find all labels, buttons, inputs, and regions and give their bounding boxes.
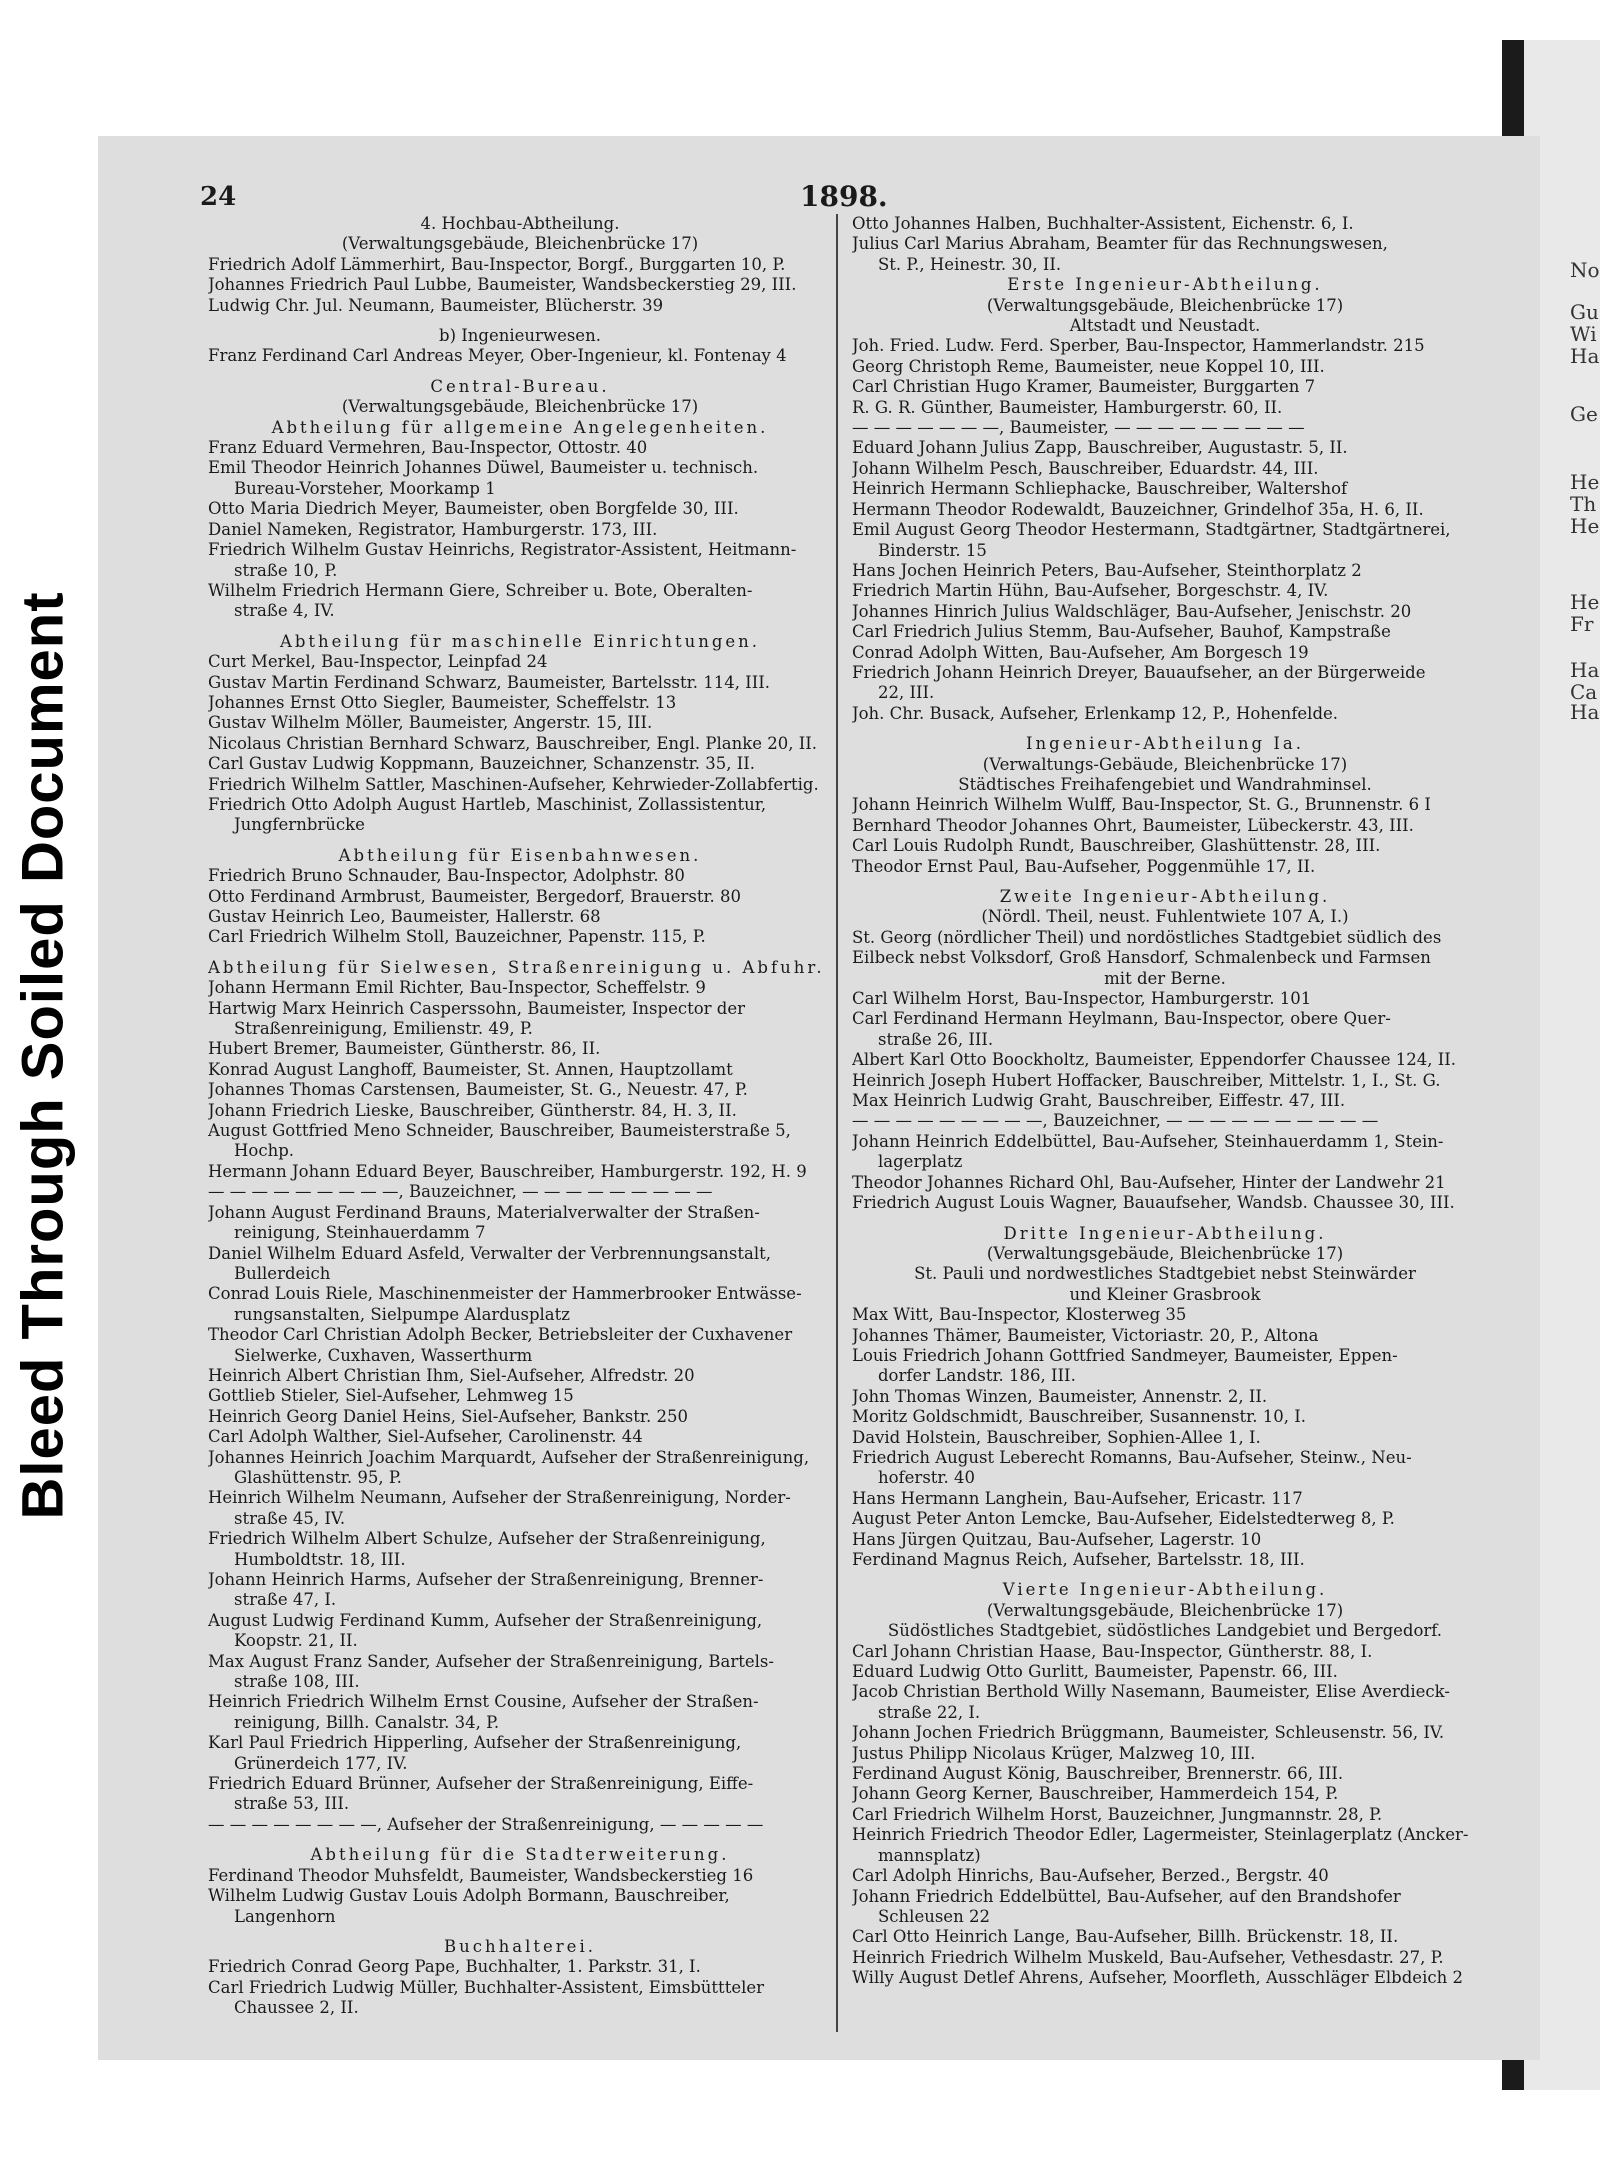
entry-line: Heinrich Friedrich Theodor Edler, Lagermeister, Steinlagerplatz (Ancker- xyxy=(852,1825,1469,1845)
entry-line: Bullerdeich xyxy=(234,1263,331,1283)
entry-line: Theodor Johannes Richard Ohl, Bau-Aufseher, Hinter der Landwehr 21 xyxy=(852,1172,1446,1192)
entry-line: Hans Jochen Heinrich Peters, Bau-Aufseher, Steinthorplatz 2 xyxy=(852,560,1362,580)
section-heading: (Verwaltungsgebäude, Bleichenbrücke 17) xyxy=(986,295,1344,315)
section-heading: Abtheilung für die Stadterweiterung. xyxy=(310,1845,730,1865)
facing-page-fragment: He xyxy=(1570,514,1600,538)
entry-line: Sielwerke, Cuxhaven, Wasserthurm xyxy=(234,1345,533,1365)
entry-line: straße 45, IV. xyxy=(234,1508,346,1528)
entry-line: Julius Carl Marius Abraham, Beamter für das Rechnungswesen, xyxy=(852,234,1388,254)
spacer xyxy=(208,622,832,632)
entry-line: Carl Otto Heinrich Lange, Bau-Aufseher, Billh. Brückenstr. 18, II. xyxy=(852,1927,1399,1947)
entry-line: Friedrich Eduard Brünner, Aufseher der Straßenreinigung, Eiffe- xyxy=(208,1774,754,1794)
entry-line: Abtheilung für Sielwesen, Straßenreinigung u. Abfuhr. xyxy=(208,957,825,977)
entry-line: Heinrich Friedrich Wilhelm Muskeld, Bau-Aufseher, Vethesdastr. 27, P. xyxy=(852,1947,1444,1967)
entry-line: Friedrich Bruno Schnauder, Bau-Inspector, Adolphstr. 80 xyxy=(208,866,685,886)
spacer xyxy=(852,1570,1478,1580)
entry-line: Nicolaus Christian Bernhard Schwarz, Bauschreiber, Engl. Planke 20, II. xyxy=(208,733,817,753)
entry-line: St. P., Heinestr. 30, II. xyxy=(878,254,1062,274)
entry-line: Schleusen 22 xyxy=(878,1906,990,1926)
entry-line: Humboldtstr. 18, III. xyxy=(234,1549,406,1569)
entry-line: straße 26, III. xyxy=(878,1029,994,1049)
entry-line: Johann Friedrich Lieske, Bauschreiber, Güntherstr. 84, H. 3, II. xyxy=(208,1100,737,1120)
entry-line: Carl Ferdinand Hermann Heylmann, Bau-Inspector, obere Quer- xyxy=(852,1009,1391,1029)
entry-line: August Gottfried Meno Schneider, Bauschreiber, Baumeisterstraße 5, xyxy=(208,1121,791,1141)
page-number: 24 xyxy=(200,182,237,212)
entry-line: Otto Maria Diedrich Meyer, Baumeister, oben Borgfelde 30, III. xyxy=(208,499,739,519)
section-heading: (Verwaltungsgebäude, Bleichenbrücke 17) xyxy=(986,1600,1344,1620)
section-heading: und Kleiner Grasbrook xyxy=(1069,1284,1261,1304)
entry-line: Carl Adolph Hinrichs, Bau-Aufseher, Berzed., Bergstr. 40 xyxy=(852,1866,1329,1886)
spacer xyxy=(852,877,1478,887)
entry-line: Wilhelm Friedrich Hermann Giere, Schreiber u. Bote, Oberalten- xyxy=(208,580,753,600)
entry-line: Friedrich Wilhelm Albert Schulze, Aufseher der Straßenreinigung, xyxy=(208,1529,766,1549)
entry-line: Heinrich Albert Christian Ihm, Siel-Aufseher, Alfredstr. 20 xyxy=(208,1365,695,1385)
entry-line: Johannes Ernst Otto Siegler, Baumeister, Scheffelstr. 13 xyxy=(208,692,677,712)
entry-line: Jungfernbrücke xyxy=(234,815,365,835)
entry-line: straße 108, III. xyxy=(234,1672,360,1692)
facing-page-fragment: Ha xyxy=(1570,658,1600,682)
section-heading: Abtheilung für Eisenbahnwesen. xyxy=(338,845,702,865)
entry-line: — — — — — — — — —, Bauzeichner, — — — — — — — — — — xyxy=(852,1111,1379,1131)
entry-line: Heinrich Friedrich Wilhelm Ernst Cousine, Aufseher der Straßen- xyxy=(208,1692,759,1712)
section-heading: Dritte Ingenieur-Abtheilung. xyxy=(1003,1223,1327,1243)
entry-line: Carl Friedrich Wilhelm Horst, Bauzeichner, Jungmannstr. 28, P. xyxy=(852,1804,1383,1824)
entry-line: straße 53, III. xyxy=(234,1794,350,1814)
entry-line: Carl Friedrich Julius Stemm, Bau-Aufseher, Bauhof, Kampstraße xyxy=(852,622,1391,642)
spacer xyxy=(208,836,832,846)
entry-line: Friedrich Martin Hühn, Bau-Aufseher, Borgeschstr. 4, IV. xyxy=(852,581,1329,601)
entry-line: Theodor Ernst Paul, Bau-Aufseher, Poggenmühle 17, II. xyxy=(852,856,1316,876)
entry-line: Heinrich Joseph Hubert Hoffacker, Bauschreiber, Mittelstr. 1, I., St. G. xyxy=(852,1070,1441,1090)
section-heading: (Verwaltungsgebäude, Bleichenbrücke 17) xyxy=(986,1243,1344,1263)
entry-line: Carl Christian Hugo Kramer, Baumeister, Burggarten 7 xyxy=(852,377,1316,397)
entry-line: Carl Louis Rudolph Rundt, Bauschreiber, Glashüttenstr. 28, III. xyxy=(852,836,1381,856)
section-heading: b) Ingenieurwesen. xyxy=(439,326,601,346)
entry-line: Eduard Johann Julius Zapp, Bauschreiber, Augustastr. 5, II. xyxy=(852,438,1348,458)
entry-line: Carl Wilhelm Horst, Bau-Inspector, Hamburgerstr. 101 xyxy=(852,989,1312,1009)
entry-line: Johann Hermann Emil Richter, Bau-Inspector, Scheffelstr. 9 xyxy=(208,978,706,998)
entry-line: Curt Merkel, Bau-Inspector, Leinpfad 24 xyxy=(208,652,548,672)
entry-line: Friedrich Johann Heinrich Dreyer, Bauaufseher, an der Bürgerweide xyxy=(852,662,1426,682)
entry-line: dorfer Landstr. 186, III. xyxy=(878,1366,1076,1386)
facing-page-fragment: Gu xyxy=(1570,300,1599,324)
entry-line: Daniel Wilhelm Eduard Asfeld, Verwalter der Verbrennungsanstalt, xyxy=(208,1243,772,1263)
section-heading: Abtheilung für allgemeine Angelegenheiten. xyxy=(271,417,769,437)
spacer xyxy=(852,1214,1478,1224)
section-heading: mit der Berne. xyxy=(1104,968,1226,988)
entry-line: Conrad Louis Riele, Maschinenmeister der Hammerbrooker Entwässe- xyxy=(208,1284,802,1304)
entry-line: Joh. Fried. Ludw. Ferd. Sperber, Bau-Inspector, Hammerlandstr. 215 xyxy=(852,336,1425,356)
entry-line: August Ludwig Ferdinand Kumm, Aufseher der Straßenreinigung, xyxy=(208,1610,763,1630)
entry-line: Friedrich August Louis Wagner, Bauaufseher, Wandsb. Chaussee 30, III. xyxy=(852,1193,1455,1213)
entry-line: rungsanstalten, Sielpumpe Alardusplatz xyxy=(234,1304,570,1324)
entry-line: Daniel Nameken, Registrator, Hamburgerstr. 173, III. xyxy=(208,519,658,539)
facing-page-fragment: Ha xyxy=(1570,700,1600,724)
entry-line: Johannes Hinrich Julius Waldschläger, Bau-Aufseher, Jenischstr. 20 xyxy=(852,601,1412,621)
spacer xyxy=(852,724,1478,734)
side-label xyxy=(8,530,78,1580)
entry-line: Eduard Ludwig Otto Gurlitt, Baumeister, Papenstr. 66, III. xyxy=(852,1662,1338,1682)
entry-line: lagerplatz xyxy=(878,1152,963,1172)
entry-line: Hermann Johann Eduard Beyer, Bauschreiber, Hamburgerstr. 192, H. 9 xyxy=(208,1161,807,1181)
facing-page-fragment: Ge xyxy=(1570,402,1598,426)
left-column xyxy=(208,214,832,2019)
section-heading: St. Pauli und nordwestliches Stadtgebiet nebst Steinwärder xyxy=(914,1264,1416,1284)
section-heading: (Verwaltungsgebäude, Bleichenbrücke 17) xyxy=(341,397,699,417)
entry-line: Louis Friedrich Johann Gottfried Sandmeyer, Baumeister, Eppen- xyxy=(852,1345,1398,1365)
facing-page-fragment: Ca xyxy=(1570,680,1598,704)
side-label-text: Bleed Through Soiled Document xyxy=(10,590,76,1520)
entry-line: Carl Gustav Ludwig Koppmann, Bauzeichner, Schanzenstr. 35, II. xyxy=(208,754,755,774)
page-year: 1898. xyxy=(800,180,888,213)
entry-line: Hochp. xyxy=(234,1141,294,1161)
entry-line: Carl Johann Christian Haase, Bau-Inspector, Güntherstr. 88, I. xyxy=(852,1641,1373,1661)
entry-line: Karl Paul Friedrich Hipperling, Aufseher der Straßenreinigung, xyxy=(208,1733,742,1753)
entry-line: Langenhorn xyxy=(234,1906,336,1926)
entry-line: Franz Eduard Vermehren, Bau-Inspector, Ottostr. 40 xyxy=(208,438,648,458)
entry-line: Koopstr. 21, II. xyxy=(234,1631,358,1651)
entry-line: Gustav Wilhelm Möller, Baumeister, Angerstr. 15, III. xyxy=(208,713,653,733)
entry-line: Carl Friedrich Ludwig Müller, Buchhalter-Assistent, Eimsbüttteler xyxy=(208,1977,765,1997)
entry-line: Franz Ferdinand Carl Andreas Meyer, Ober-Ingenieur, kl. Fontenay 4 xyxy=(208,346,787,366)
entry-line: David Holstein, Bauschreiber, Sophien-Allee 1, I. xyxy=(852,1427,1261,1447)
entry-line: Friedrich August Leberecht Romanns, Bau-Aufseher, Steinw., Neu- xyxy=(852,1447,1412,1467)
facing-page-fragment: Wi xyxy=(1570,322,1597,346)
section-heading: 4. Hochbau-Abtheilung. xyxy=(420,214,620,233)
entry-line: Carl Friedrich Wilhelm Stoll, Bauzeichner, Papenstr. 115, P. xyxy=(208,927,706,947)
entry-line: reinigung, Steinhauerdamm 7 xyxy=(234,1223,486,1243)
entry-line: Johann Georg Kerner, Bauschreiber, Hammerdeich 154, P. xyxy=(852,1784,1339,1804)
entry-line: — — — — — — — — —, Bauzeichner, — — — — — — — — — xyxy=(208,1182,713,1202)
entry-line: Johannes Thomas Carstensen, Baumeister, St. G., Neuestr. 47, P. xyxy=(208,1080,748,1100)
entry-line: Ferdinand Magnus Reich, Aufseher, Bartelsstr. 18, III. xyxy=(852,1550,1305,1569)
entry-line: Glashüttenstr. 95, P. xyxy=(234,1467,402,1487)
entry-line: Justus Philipp Nicolaus Krüger, Malzweg 10, III. xyxy=(852,1743,1256,1763)
facing-page-fragment: He xyxy=(1570,590,1600,614)
entry-line: Johannes Friedrich Paul Lubbe, Baumeister, Wandsbeckerstieg 29, III. xyxy=(208,275,797,295)
entry-line: Carl Adolph Walther, Siel-Aufseher, Carolinenstr. 44 xyxy=(208,1427,643,1447)
entry-line: Grünerdeich 177, IV. xyxy=(234,1753,408,1773)
section-heading: Central-Bureau. xyxy=(430,376,610,396)
section-heading: Zweite Ingenieur-Abtheilung. xyxy=(999,887,1331,906)
facing-page-fragment: Th xyxy=(1570,492,1597,516)
entry-line: Eilbeck nebst Volksdorf, Groß Hansdorf, Schmalenbeck und Farmsen xyxy=(852,948,1431,968)
entry-line: Hans Jürgen Quitzau, Bau-Aufseher, Lagerstr. 10 xyxy=(852,1529,1262,1549)
entry-line: Emil August Georg Theodor Hestermann, Stadtgärtner, Stadtgärtnerei, xyxy=(852,520,1451,540)
facing-page-fragment: Ha xyxy=(1570,344,1600,368)
entry-line: Gustav Martin Ferdinand Schwarz, Baumeister, Bartelsstr. 114, III. xyxy=(208,672,770,692)
entry-line: Wilhelm Ludwig Gustav Louis Adolph Bormann, Bauschreiber, xyxy=(208,1886,730,1906)
entry-line: Johann Wilhelm Pesch, Bauschreiber, Eduardstr. 44, III. xyxy=(852,458,1319,478)
section-heading: Buchhalterei. xyxy=(444,1936,596,1956)
entry-line: Bernhard Theodor Johannes Ohrt, Baumeister, Lübeckerstr. 43, III. xyxy=(852,815,1414,835)
entry-line: Joh. Chr. Busack, Aufseher, Erlenkamp 12, P., Hohenfelde. xyxy=(852,703,1339,723)
entry-line: Johann Heinrich Wilhelm Wulff, Bau-Inspector, St. G., Brunnenstr. 6 I xyxy=(852,795,1431,815)
section-heading: Erste Ingenieur-Abtheilung. xyxy=(1007,275,1323,295)
entry-line: Johannes Thämer, Baumeister, Victoriastr. 20, P., Altona xyxy=(852,1325,1319,1345)
entry-line: Bureau-Vorsteher, Moorkamp 1 xyxy=(234,478,496,498)
section-heading: Städtisches Freihafengebiet und Wandrahminsel. xyxy=(958,774,1372,794)
entry-line: Hans Hermann Langhein, Bau-Aufseher, Ericastr. 117 xyxy=(852,1488,1303,1508)
entry-line: Straßenreinigung, Emilienstr. 49, P. xyxy=(234,1019,533,1039)
entry-line: Theodor Carl Christian Adolph Becker, Betriebsleiter der Cuxhavener xyxy=(208,1325,793,1345)
section-heading: Südöstliches Stadtgebiet, südöstliches Landgebiet und Bergedorf. xyxy=(887,1621,1443,1641)
facing-page-fragment: No xyxy=(1570,258,1600,282)
entry-line: straße 4, IV. xyxy=(234,601,335,621)
right-column xyxy=(852,214,1478,1989)
facing-page-fragment: He xyxy=(1570,470,1600,494)
entry-line: Otto Johannes Halben, Buchhalter-Assistent, Eichenstr. 6, I. xyxy=(852,214,1354,233)
entry-line: Johann Heinrich Eddelbüttel, Bau-Aufseher, Steinhauerdamm 1, Stein- xyxy=(852,1131,1444,1151)
entry-line: Gustav Heinrich Leo, Baumeister, Hallerstr. 68 xyxy=(208,907,601,926)
spacer xyxy=(208,948,832,958)
section-heading: (Verwaltungsgebäude, Bleichenbrücke 17) xyxy=(341,234,699,254)
entry-line: Ludwig Chr. Jul. Neumann, Baumeister, Blücherstr. 39 xyxy=(208,295,664,315)
facing-page-fragment: Fr xyxy=(1570,612,1594,636)
entry-line: Ferdinand August König, Bauschreiber, Brennerstr. 66, III. xyxy=(852,1764,1344,1784)
section-heading: Vierte Ingenieur-Abtheilung. xyxy=(1002,1580,1328,1600)
entry-line: Albert Karl Otto Boockholtz, Baumeister, Eppendorfer Chaussee 124, II. xyxy=(852,1050,1457,1070)
entry-line: mannsplatz) xyxy=(878,1845,981,1865)
entry-line: Friedrich Otto Adolph August Hartleb, Maschinist, Zollassistentur, xyxy=(208,794,767,814)
entry-line: Conrad Adolph Witten, Bau-Aufseher, Am Borgesch 19 xyxy=(852,642,1309,662)
entry-line: John Thomas Winzen, Baumeister, Annenstr. 2, II. xyxy=(852,1386,1268,1406)
entry-line: August Peter Anton Lemcke, Bau-Aufseher, Eidelstedterweg 8, P. xyxy=(852,1509,1395,1529)
entry-line: reinigung, Billh. Canalstr. 34, P. xyxy=(234,1712,500,1732)
section-heading: Ingenieur-Abtheilung Ia. xyxy=(1026,734,1304,754)
entry-line: Heinrich Wilhelm Neumann, Aufseher der Straßenreinigung, Norder- xyxy=(208,1488,791,1508)
entry-line: Moritz Goldschmidt, Bauschreiber, Susannenstr. 10, I. xyxy=(852,1407,1306,1427)
entry-line: Heinrich Georg Daniel Heins, Siel-Aufseher, Bankstr. 250 xyxy=(208,1406,688,1426)
entry-line: Hartwig Marx Heinrich Casperssohn, Baumeister, Inspector der xyxy=(208,998,746,1018)
entry-line: Johann Jochen Friedrich Brüggmann, Baumeister, Schleusenstr. 56, IV. xyxy=(852,1723,1445,1743)
entry-line: Emil Theodor Heinrich Johannes Düwel, Baumeister u. technisch. xyxy=(208,458,759,478)
entry-line: St. Georg (nördlicher Theil) und nordöstliches Stadtgebiet südlich des xyxy=(852,927,1442,947)
entry-line: Max August Franz Sander, Aufseher der Straßenreinigung, Bartels- xyxy=(208,1651,774,1671)
entry-line: Georg Christoph Reme, Baumeister, neue Koppel 10, III. xyxy=(852,356,1325,376)
entry-line: hoferstr. 40 xyxy=(878,1468,975,1488)
spacer xyxy=(208,316,832,326)
spacer xyxy=(208,367,832,377)
entry-line: Konrad August Langhoff, Baumeister, St. Annen, Hauptzollamt xyxy=(208,1059,733,1079)
entry-line: Johann August Ferdinand Brauns, Materialverwalter der Straßen- xyxy=(208,1202,760,1222)
entry-line: straße 22, I. xyxy=(878,1702,981,1722)
spacer xyxy=(208,1927,832,1937)
entry-line: Gottlieb Stieler, Siel-Aufseher, Lehmweg 15 xyxy=(208,1386,574,1406)
entry-line: Max Heinrich Ludwig Graht, Bauschreiber, Eiffestr. 47, III. xyxy=(852,1091,1346,1111)
entry-line: Johann Friedrich Eddelbüttel, Bau-Aufseher, auf den Brandshofer xyxy=(852,1886,1401,1906)
column-divider xyxy=(836,214,838,2032)
entry-line: Ferdinand Theodor Muhsfeldt, Baumeister, Wandsbeckerstieg 16 xyxy=(208,1865,754,1885)
entry-line: Chaussee 2, II. xyxy=(234,1998,359,2018)
entry-line: — — — — — — — —, Aufseher der Straßenreinigung, — — — — — xyxy=(208,1814,764,1834)
section-heading: (Verwaltungs-Gebäude, Bleichenbrücke 17) xyxy=(982,754,1348,774)
entry-line: straße 10, P. xyxy=(234,560,338,580)
entry-line: Heinrich Hermann Schliephacke, Bauschreiber, Waltershof xyxy=(852,479,1348,499)
entry-line: Binderstr. 15 xyxy=(878,540,987,560)
section-heading: Abtheilung für maschinelle Einrichtungen. xyxy=(279,631,761,651)
entry-line: Hubert Bremer, Baumeister, Güntherstr. 86, II. xyxy=(208,1039,601,1059)
entry-line: Max Witt, Bau-Inspector, Klosterweg 35 xyxy=(852,1305,1187,1325)
entry-line: Friedrich Wilhelm Gustav Heinrichs, Registrator-Assistent, Heitmann- xyxy=(208,540,797,560)
section-heading: Altstadt und Neustadt. xyxy=(1069,316,1261,336)
entry-line: Willy August Detlef Ahrens, Aufseher, Moorfleth, Ausschläger Elbdeich 2 xyxy=(852,1968,1463,1988)
entry-line: Otto Ferdinand Armbrust, Baumeister, Bergedorf, Brauerstr. 80 xyxy=(208,886,742,906)
entry-line: Hermann Theodor Rodewaldt, Bauzeichner, Grindelhof 35a, H. 6, II. xyxy=(852,499,1424,519)
entry-line: Jacob Christian Berthold Willy Nasemann, Baumeister, Elise Averdieck- xyxy=(852,1682,1450,1702)
entry-line: Johann Heinrich Harms, Aufseher der Straßenreinigung, Brenner- xyxy=(208,1570,764,1589)
entry-line: R. G. R. Günther, Baumeister, Hamburgerstr. 60, II. xyxy=(852,397,1283,417)
entry-line: 22, III. xyxy=(878,683,935,703)
entry-line: Friedrich Wilhelm Sattler, Maschinen-Aufseher, Kehrwieder-Zollabfertig. xyxy=(208,774,819,794)
spacer xyxy=(208,1835,832,1845)
entry-line: Friedrich Adolf Lämmerhirt, Bau-Inspector, Borgf., Burggarten 10, P. xyxy=(208,254,786,274)
section-heading: (Nördl. Theil, neust. Fuhlentwiete 107 A, I.) xyxy=(981,907,1349,927)
entry-line: Johannes Heinrich Joachim Marquardt, Aufseher der Straßenreinigung, xyxy=(208,1447,810,1467)
entry-line: Friedrich Conrad Georg Pape, Buchhalter, 1. Parkstr. 31, I. xyxy=(208,1957,701,1977)
entry-line: straße 47, I. xyxy=(234,1590,337,1610)
entry-line: — — — — — — —, Baumeister, — — — — — — — — — xyxy=(852,418,1305,438)
